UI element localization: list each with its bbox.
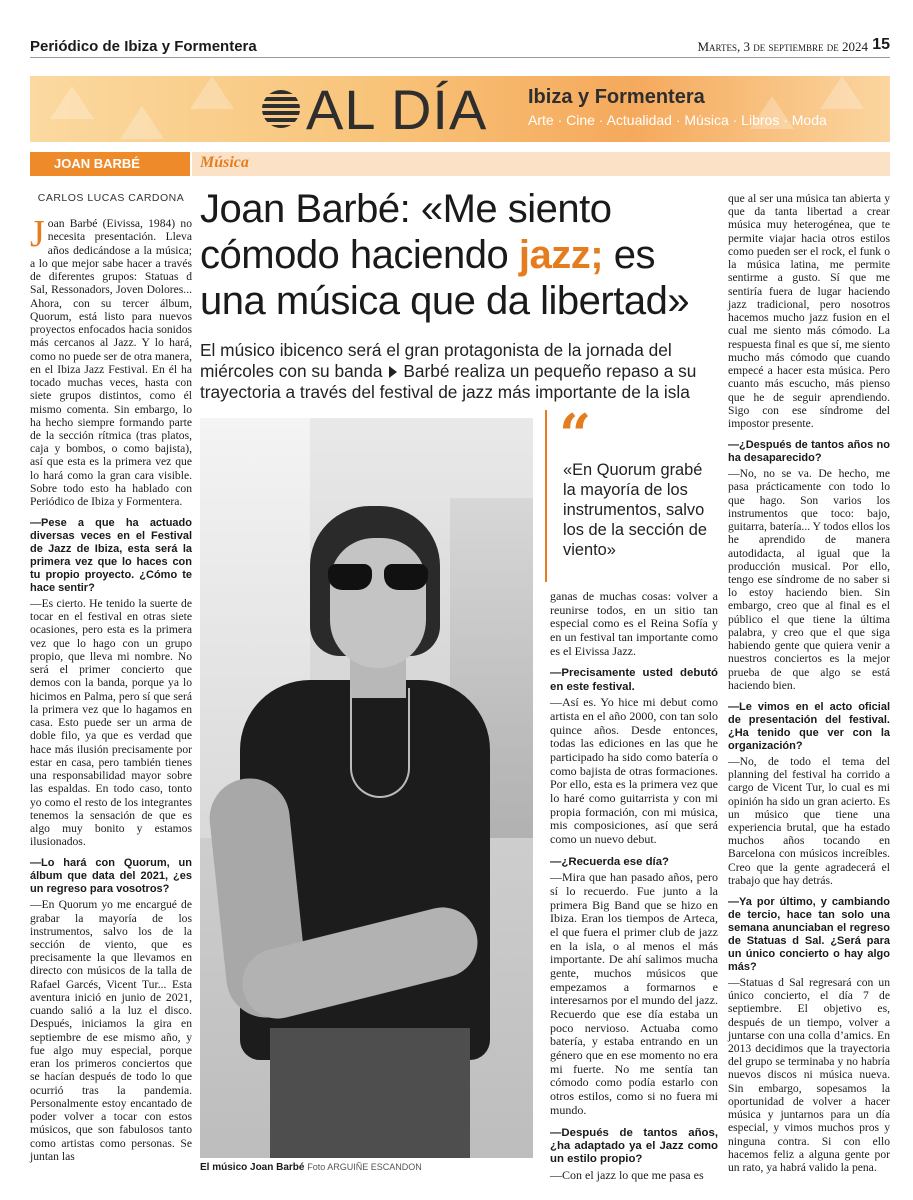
- section-banner: [30, 76, 890, 142]
- banner-pattern: [50, 86, 94, 119]
- paragraph: —Mira que han pasado años, pero sí lo recuerdo. Fue junto a la primera Big Band que se hizo en Ibiza. Eran los tiempos de Arteca, el que fuera el primer club de jazz en la isla, o al menos el más importante. De ahí salimos mucha gente, muchos músicos que empezamos a formarnos e interesarnos por el mundo del jazz. Recuerdo que ese día estaba un poco nervioso. Actuaba como batería, y estaba entrando en un género que en ese momento no era mi fuerte. No me sentía tan cómodo como podía estarlo con otros estilos, como si no fuera mi mundo.: [550, 870, 718, 1117]
- quote-mark-icon: “: [559, 402, 592, 468]
- subheadline: [200, 340, 720, 403]
- interview-question: —Después de tantos años, ¿ha adaptado ya el Jazz como un estilo propio?: [550, 1126, 718, 1166]
- subhead-part-2: Barbé realiza un pequeño repaso a su trayectoria a través del festival de jazz más importante de la isla: [200, 361, 697, 402]
- paragraph: —No, no se va. De hecho, me pasa prácticamente con todo lo que hago. Son varios los instrumentos que toco: bajo, guitarra, batería... Y todos ellos los he aprendido de manera autodidacta, al igual que la producción musical. Por ello, tengo ese síndrome de no saber si lo estoy haciendo bien. Sin embargo, creo que al final es el público el que tiene la última palabra, y creo que el que siga habiendo gente que quiera venir a nuestros conciertos es la mejor prueba de que algo se está haciendo bien.: [728, 467, 890, 692]
- banner-tags: Arte · Cine · Actualidad · Música · Libros · Moda: [528, 112, 827, 128]
- section-bar: [192, 152, 890, 176]
- issue-date: Martes, 3 de septiembre de 2024: [697, 39, 868, 54]
- banner-pattern: [190, 76, 234, 109]
- headline-text-1: Joan Barbé: «Me siento cómodo haciendo: [200, 187, 612, 277]
- paragraph: que al ser una música tan abierta y que da tanta libertad a crear música muy heterogénea, que te permite viajar hacia otros estilos como pueden ser el rock, el funk o la música latina, me permite sentirme a gusto. Sí que me sentiría fuera de lugar haciendo jazz tradicional, pero nosotros hacemos mucho jazz fusion en el cual me siento más cómodo. La respuesta final es que sí, me siento mucho más cómodo que cuando empecé a hacer esta música. Pero cuanto más escucho, más pienso que he de seguir aprendiendo. Sigo con ese síndrome del impostor presente.: [728, 192, 890, 430]
- paragraph: oan Barbé (Eivissa, 1984) no necesita presentación. Lleva años dedicándose a la música; a lo que mejor sabe hacer a través de diferentes grupos: Statuas d Sal, Ressonadors, Joven Dolores... Ahora, con su tercer álbum, Quorum, está listo para nuevos proyectos enfocados hacia sonidos más cercanos al Jazz. Y lo hará, como no puede ser de otra manera, en el Ibiza Jazz Festival. En él ha tocado muchas veces, hasta con siete grupos distintos, como él mismo comenta. Sin embargo, lo ha hecho siempre formando parte de la sección rítmica (tras platos, caja y bombos, o como bajista), así que esta es la primera vez que lo hará como la gran cara visible. Sobre todo esto ha hablado con Periódico de Ibiza y Formentera.: [30, 217, 192, 509]
- paragraph: ganas de muchas cosas: volver a reunirse todos, en un sitio tan especial como es el Reina Sofía y en un festival tan importante como es el Eivissa Jazz.: [550, 589, 718, 658]
- paragraph: —Con el jazz lo que me pasa es: [550, 1167, 704, 1182]
- triangle-arrow-icon: [389, 366, 397, 378]
- interview-question: —Lo hará con Quorum, un álbum que data del 2021, ¿es un regreso para vosotros?: [30, 857, 192, 896]
- interview-question: —¿Después de tantos años no ha desaparecido?: [728, 439, 890, 465]
- author-label: JOAN BARBÉ: [54, 156, 140, 171]
- newspaper-name: Periódico de Ibiza y Formentera: [30, 38, 257, 55]
- page-header: [30, 36, 890, 58]
- al-dia-logo-icon: [262, 90, 300, 128]
- author-label-bar: [30, 152, 190, 176]
- interview-question: —Ya por último, y cambiando de tercio, hace tan solo una semana anunciaban el regreso de Statuas d Sal. ¿Será para un único concierto o hay algo más?: [728, 896, 890, 973]
- photo-credit: Foto ARGUIÑE ESCANDON: [307, 1162, 422, 1172]
- interview-question: —Pese a que ha actuado diversas veces en el Festival de Jazz de Ibiza, esta será la primera vez que lo haces con tu propio proyecto. ¿Cómo te hace sentir?: [30, 517, 192, 595]
- banner-region: Ibiza y Formentera: [528, 86, 705, 108]
- article-photo: [200, 418, 533, 1158]
- headline: [200, 186, 720, 324]
- headline-text-2: es una música que da libertad»: [200, 233, 690, 323]
- banner-pattern: [120, 106, 164, 139]
- paragraph: —En Quorum yo me encargué de grabar la mayoría de los instrumentos, salvo los de la sección de viento, que es precisamente la que llevamos en directo con músicos de la talla de Rafael Garcés, Vicent Tur... Esta aventura inició en junio de 2021, cuando salió a la luz el disco. Después, iniciamos la gira en septiembre de ese mismo año, y fue algo muy especial, porque eran los primeros conciertos que se hacían después de todo lo que ocurrió tras la pandemia. Personalmente estoy encantado de poder volver a tocar con estos músicos, que son fabulosos tanto como artistas como personas. Se juntan las: [30, 898, 192, 1163]
- sunglasses-icon: [328, 564, 432, 592]
- paragraph: —Statuas d Sal regresará con un único concierto, el día 7 de septiembre. El objetivo es, después de un tiempo, volver a juntarse con una colla d’amics. En 2013 decidimos que la trayectoria del grupo se terminaba y no habría nuevos discos ni música nueva. Sin embargo, sopesamos la oportunidad de volver a hacer música y juntarnos para un día especial, y vimos muchos pros y ninguna contra. Si con ello hacemos feliz a alguna gente por un rato, ya habrá valido la pena.: [728, 975, 890, 1175]
- pull-quote-text: «En Quorum grabé la mayoría de los instrumentos, salvo los de la sección de viento»: [563, 461, 707, 559]
- interview-question: —Le vimos en el acto oficial de presentación del festival. ¿Ha tenido que ver con la organización?: [728, 701, 890, 752]
- section-name: Música: [200, 154, 249, 171]
- headline-highlight: jazz;: [518, 233, 604, 277]
- paragraph: —Así es. Yo hice mi debut como artista en el año 2000, con tan solo quince años. Desde entonces, todas las ediciones en las que he participado ha sido como batería o como bajista de otras formaciones. Por ello, esta es la primera vez que lo haré como guitarrista y con mi propia formación, con mi música, mis composiciones, así que será como un nuevo debut.: [550, 695, 718, 847]
- photo-jeans: [270, 1028, 470, 1158]
- photo-face: [330, 538, 426, 668]
- byline: CARLOS LUCAS CARDONA: [37, 192, 185, 204]
- page-number: 15: [872, 36, 890, 53]
- photo-caption: [200, 1162, 422, 1173]
- article-column-4: [728, 192, 890, 1183]
- pull-quote-rule: [545, 410, 547, 582]
- column-1-body: [30, 213, 192, 1163]
- interview-question: —Precisamente usted debutó en este festival.: [550, 667, 718, 693]
- paragraph: —Es cierto. He tenido la suerte de tocar en el festival en otras siete ocasiones, pero esta es la primera vez que lo hago con un grupo propio, que lleva mi nombre. No será el primer concierto que demos con la banda, porque ya lo hicimos en Palma, pero sí que será la primera vez que lo hagamos en casa. Esto puede ser un arma de doble filo, ya que es verdad que hace más ilusión precisamente por estar en casa, pero también tienes una responsabilidad mayor sobre las espaldas. En todo caso, tonto yo como el resto de los integrantes tenemos la sensación de que es algo muy bonito y estamos ilusionados.: [30, 597, 192, 849]
- article-column-3: [550, 590, 718, 1191]
- interview-question: —¿Recuerda ese día?: [550, 855, 670, 868]
- caption-text: El músico Joan Barbé: [200, 1162, 305, 1173]
- subhead-part-1: El músico ibicenco será el gran protagonista de la jornada del miércoles con su banda: [200, 340, 672, 381]
- pull-quote: [545, 402, 715, 582]
- article-column-1: [30, 192, 192, 1172]
- paragraph: —No, de todo el tema del planning del festival ha corrido a cargo de Vicent Tur, lo cual es mi opinión ha sido un gran acierto. Es un músico que tiene una experiencia brutal, que ha estado muchos años tocando en Barcelona con músicos increíbles. Creo que la gente agradecerá el trabajo que hay detrás.: [728, 754, 890, 887]
- banner-title: AL DÍA: [306, 78, 488, 141]
- drop-cap: J: [30, 213, 45, 256]
- photo-necklace: [350, 688, 410, 798]
- banner-pattern: [820, 76, 864, 109]
